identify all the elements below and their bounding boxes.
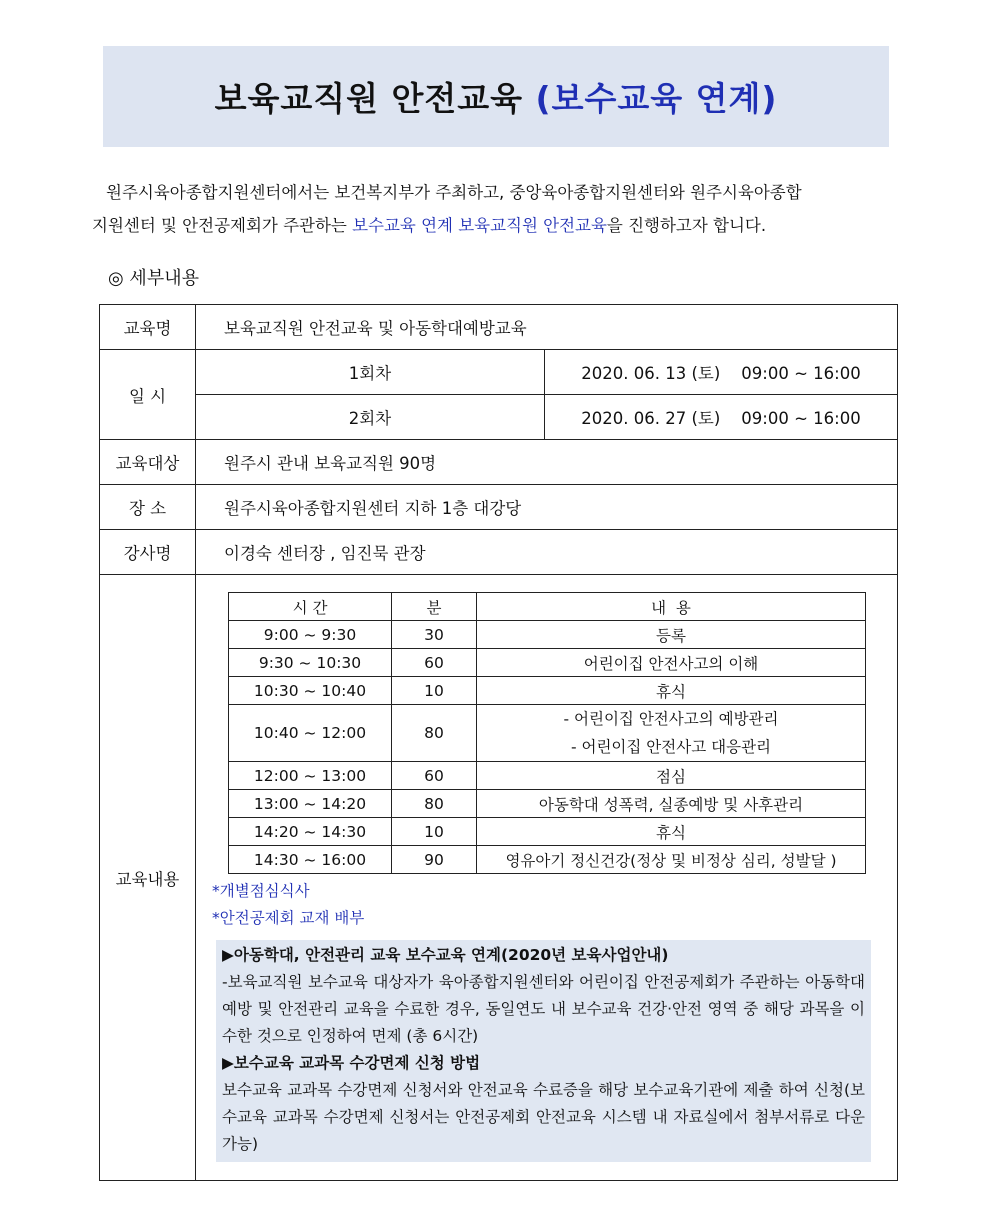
schedule-content: 아동학대 성폭력, 실종예방 및 사후관리 <box>477 790 866 818</box>
schedule-minutes: 10 <box>392 818 477 846</box>
schedule-minutes: 10 <box>392 677 477 705</box>
intro-paragraph <box>92 176 882 242</box>
schedule-time: 12:00 ~ 13:00 <box>229 762 392 790</box>
place-value: 원주시육아종합지원센터 지하 1층 대강당 <box>196 485 898 530</box>
schedule-content-line-2: - 어린이집 안전사고 대응관리 <box>570 738 772 756</box>
notice-body-2: 보수교육 교과목 수강면제 신청서와 안전교육 수료증을 해당 보수교육기관에 제출 하여 신청(보수교육 교과목 수강면제 신청서는 안전공제회 안전교육 시스템 내 자료실에서 첨부서류로 다운 가능) <box>222 1081 865 1153</box>
schedule-table <box>228 592 866 874</box>
schedule-row <box>229 846 866 874</box>
instructor-value: 이경숙 센터장 , 임진묵 관장 <box>196 530 898 575</box>
content-label: 교육내용 <box>100 575 196 1181</box>
date-label: 일 시 <box>100 350 196 440</box>
notice-body-1: -보육교직원 보수교육 대상자가 육아종합지원센터와 어린이집 안전공제회가 주관하는 아동학대 예방 및 안전관리 교육을 수료한 경우, 동일연도 내 보수교육 건강·안전 영역 중 해당 과목을 이수한 것으로 인정하여 면제 (총 6시간) <box>222 973 865 1045</box>
schedule-minutes: 60 <box>392 649 477 677</box>
schedule-content: 휴식 <box>477 677 866 705</box>
schedule-time: 14:20 ~ 14:30 <box>229 818 392 846</box>
schedule-minutes: 30 <box>392 621 477 649</box>
date-row-1 <box>100 350 898 395</box>
session-2-round: 2회차 <box>196 395 545 440</box>
schedule-content-line-1: - 어린이집 안전사고의 예방관리 <box>563 710 779 728</box>
intro-line-2 <box>92 209 882 242</box>
schedule-header-minutes: 분 <box>392 593 477 621</box>
date-row-2 <box>100 395 898 440</box>
schedule-header-content: 내 용 <box>477 593 866 621</box>
schedule-header-time: 시 간 <box>229 593 392 621</box>
page-title <box>215 73 778 120</box>
schedule-row <box>229 621 866 649</box>
course-value: 보육교직원 안전교육 및 아동학대예방교육 <box>196 305 898 350</box>
target-value: 원주시 관내 보육교직원 90명 <box>196 440 898 485</box>
schedule-minutes: 60 <box>392 762 477 790</box>
intro-line-2-highlight: 보수교육 연계 보육교직원 안전교육 <box>352 216 607 235</box>
notice-heading-2: ▶보수교육 교과목 수강면제 신청 방법 <box>222 1054 481 1072</box>
title-main: 보육교직원 안전교육 <box>214 79 523 118</box>
title-highlight: (보수교육 연계) <box>535 79 778 118</box>
title-banner <box>103 46 889 147</box>
schedule-time: 14:30 ~ 16:00 <box>229 846 392 874</box>
schedule-time: 10:40 ~ 12:00 <box>229 705 392 762</box>
instructor-label: 강사명 <box>100 530 196 575</box>
schedule-content <box>477 705 866 762</box>
schedule-content: 휴식 <box>477 818 866 846</box>
course-label: 교육명 <box>100 305 196 350</box>
schedule-time: 13:00 ~ 14:20 <box>229 790 392 818</box>
schedule-content: 점심 <box>477 762 866 790</box>
schedule-time: 9:30 ~ 10:30 <box>229 649 392 677</box>
place-row <box>100 485 898 530</box>
schedule-minutes: 80 <box>392 790 477 818</box>
schedule-row <box>229 790 866 818</box>
section-title: ◎ 세부내용 <box>108 268 199 289</box>
content-cell <box>196 575 898 1181</box>
intro-line-2-end: 을 진행하고자 합니다. <box>606 216 767 235</box>
session-1-datetime: 2020. 06. 13 (토) 09:00 ~ 16:00 <box>545 350 898 395</box>
session-1-round: 1회차 <box>196 350 545 395</box>
schedule-header-row <box>229 593 866 621</box>
place-label: 장 소 <box>100 485 196 530</box>
content-row <box>100 575 898 1181</box>
session-2-datetime: 2020. 06. 27 (토) 09:00 ~ 16:00 <box>545 395 898 440</box>
schedule-minutes: 90 <box>392 846 477 874</box>
schedule-content: 등록 <box>477 621 866 649</box>
schedule-row <box>229 649 866 677</box>
instructor-row <box>100 530 898 575</box>
schedule-content: 영유아기 정신건강(정상 및 비정상 심리, 성발달 ) <box>477 846 866 874</box>
schedule-minutes: 80 <box>392 705 477 762</box>
schedule-content: 어린이집 안전사고의 이해 <box>477 649 866 677</box>
intro-line-2-start: 지원센터 및 안전공제회가 주관하는 <box>92 216 353 235</box>
note-lunch: *개별점심식사 <box>212 882 310 900</box>
course-row <box>100 305 898 350</box>
schedule-time: 9:00 ~ 9:30 <box>229 621 392 649</box>
schedule-row <box>229 762 866 790</box>
schedule-time: 10:30 ~ 10:40 <box>229 677 392 705</box>
intro-line-1: 원주시육아종합지원센터에서는 보건복지부가 주최하고, 중앙육아종합지원센터와 원주시육아종합 <box>106 183 802 202</box>
schedule-row <box>229 677 866 705</box>
target-row <box>100 440 898 485</box>
notice-heading-1: ▶아동학대, 안전관리 교육 보수교육 연계(2020년 보육사업안내) <box>222 946 669 964</box>
schedule-row <box>229 818 866 846</box>
target-label: 교육대상 <box>100 440 196 485</box>
notice-box <box>216 940 871 1162</box>
details-table <box>99 304 898 1181</box>
schedule-row <box>229 705 866 762</box>
note-textbook: *안전공제회 교재 배부 <box>212 909 365 927</box>
